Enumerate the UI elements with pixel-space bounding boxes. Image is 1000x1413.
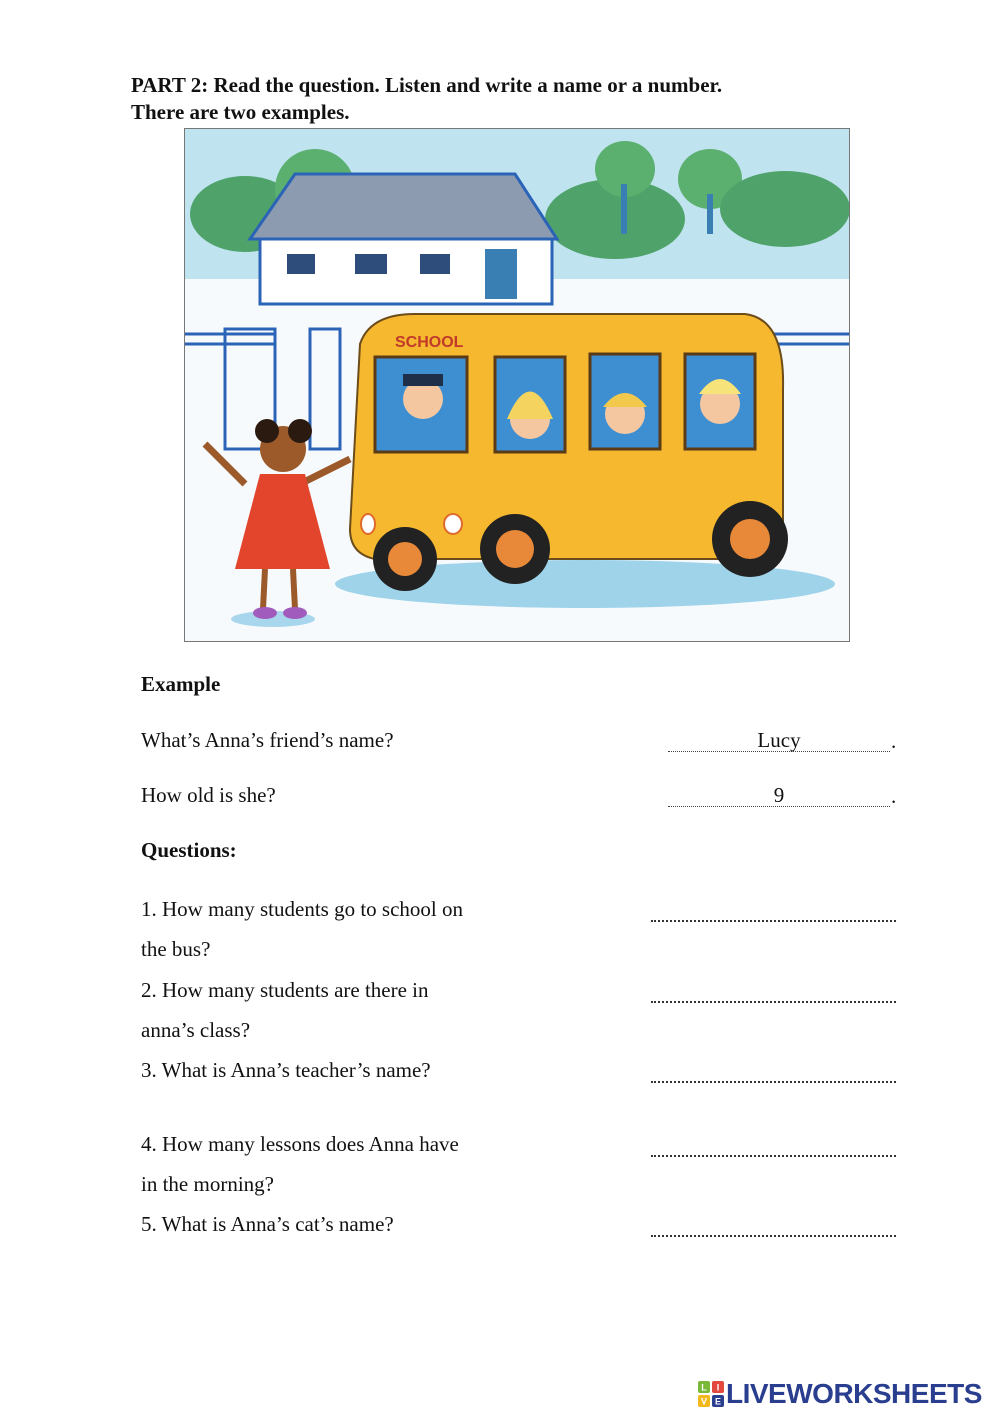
question-1-line-2: the bus? bbox=[141, 937, 211, 961]
instructions bbox=[131, 72, 722, 126]
liveworksheets-logo bbox=[698, 1376, 982, 1412]
example-question-1: What’s Anna’s friend’s name? bbox=[141, 728, 394, 752]
question-5-line-1: 5. What is Anna’s cat’s name? bbox=[141, 1212, 394, 1236]
question-5 bbox=[141, 1204, 541, 1244]
liveworksheets-mark-icon bbox=[698, 1381, 724, 1407]
answer-5-input[interactable] bbox=[651, 1211, 896, 1237]
instruction-line-2: There are two examples. bbox=[131, 100, 350, 124]
mark-letter-l: L bbox=[701, 1382, 707, 1393]
example-answer-2-end: . bbox=[891, 784, 897, 808]
instruction-line-1: PART 2: Read the question. Listen and write a name or a number. bbox=[131, 73, 723, 97]
example-answer-1-end: . bbox=[891, 729, 897, 753]
mark-letter-e: E bbox=[714, 1396, 722, 1407]
question-1 bbox=[141, 889, 541, 969]
answer-2-input[interactable] bbox=[651, 977, 896, 1003]
bus-sign: SCHOOL bbox=[395, 334, 464, 351]
question-4-line-2: in the morning? bbox=[141, 1172, 274, 1196]
school-bus-illustration bbox=[184, 128, 850, 642]
question-2-line-2: anna’s class? bbox=[141, 1018, 251, 1042]
question-3 bbox=[141, 1050, 541, 1090]
question-2 bbox=[141, 970, 541, 1050]
question-1-line-1: 1. How many students go to school on bbox=[141, 897, 463, 921]
question-2-line-1: 2. How many students are there in bbox=[141, 978, 429, 1002]
example-answer-1: Lucy bbox=[668, 729, 890, 752]
liveworksheets-text: LIVEWORKSHEETS bbox=[726, 1378, 982, 1409]
answer-1-input[interactable] bbox=[651, 896, 896, 922]
questions-heading: Questions: bbox=[141, 838, 237, 862]
question-3-line-1: 3. What is Anna’s teacher’s name? bbox=[141, 1058, 431, 1082]
example-question-2: How old is she? bbox=[141, 783, 276, 807]
mark-letter-i: I bbox=[716, 1382, 720, 1393]
question-4-line-1: 4. How many lessons does Anna have bbox=[141, 1132, 459, 1156]
question-4 bbox=[141, 1124, 541, 1204]
example-answer-2: 9 bbox=[668, 784, 890, 807]
mark-letter-v: V bbox=[700, 1396, 708, 1407]
answer-3-input[interactable] bbox=[651, 1057, 896, 1083]
example-heading: Example bbox=[141, 672, 221, 696]
school-bus-illustration-body bbox=[350, 314, 788, 591]
answer-4-input[interactable] bbox=[651, 1131, 896, 1157]
school-building-illustration bbox=[250, 174, 557, 304]
